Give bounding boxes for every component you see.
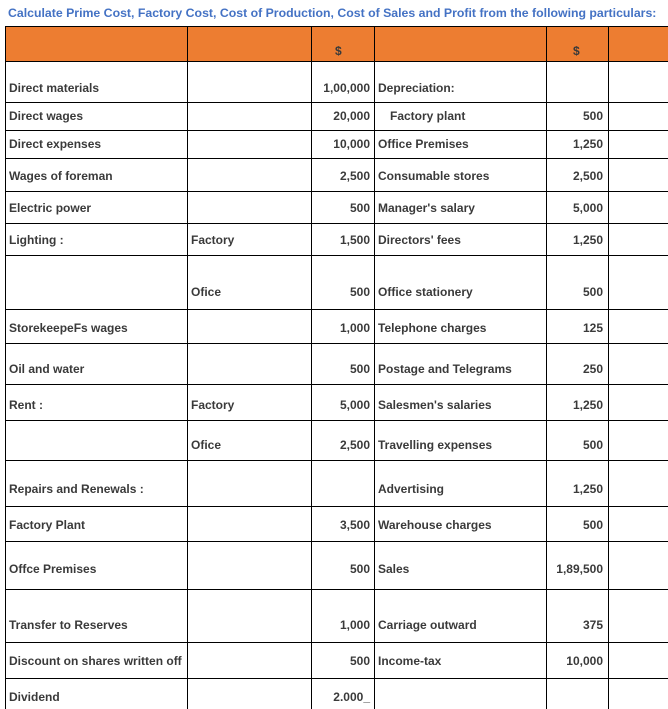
row-amount: 2,500 [339, 438, 370, 452]
row-label: Transfer to Reserves [9, 618, 128, 632]
row-amount: 1,500 [339, 233, 370, 247]
row-divider [5, 223, 668, 224]
row-label: Discount on shares written off [9, 654, 182, 668]
row-amount: 1,000 [339, 618, 370, 632]
row-amount: 500 [349, 562, 370, 576]
row-label: Wages of foreman [9, 169, 113, 183]
row-divider [5, 61, 668, 62]
row-sublabel: Ofice [191, 285, 222, 299]
row-amount-2: 10,000 [566, 654, 603, 668]
row-amount: 500 [349, 201, 370, 215]
row-divider [5, 506, 668, 507]
row-item: Office stationery [378, 285, 473, 299]
row-label: Direct expenses [9, 137, 102, 151]
row-label: Electric power [9, 201, 92, 215]
row-item: Office Premises [378, 137, 469, 151]
row-divider [5, 541, 668, 542]
row-item: Carriage outward [378, 618, 477, 632]
row-amount-2: 375 [582, 618, 603, 632]
row-amount: 2,500 [339, 169, 370, 183]
row-amount-2: 2,500 [572, 169, 603, 183]
row-amount-2: 1,250 [572, 398, 603, 412]
row-amount: 500 [349, 654, 370, 668]
row-amount-2: 5,000 [572, 201, 603, 215]
row-divider [5, 460, 668, 461]
row-label: Repairs and Renewals : [9, 482, 144, 496]
row-amount-2: 1,89,500 [556, 562, 603, 576]
row-amount: 500 [349, 285, 370, 299]
row-item: Factory plant [390, 109, 466, 123]
row-divider [5, 102, 668, 103]
row-item: Manager's salary [378, 201, 475, 215]
row-divider [5, 158, 668, 159]
row-divider [5, 255, 668, 256]
row-sublabel: Ofice [191, 438, 222, 452]
row-amount-2: 1,250 [572, 482, 603, 496]
row-item: Consumable stores [378, 169, 490, 183]
row-divider [5, 130, 668, 131]
row-divider [5, 309, 668, 310]
row-amount: 3,500 [339, 518, 370, 532]
row-amount: 1,00,000 [323, 81, 370, 95]
row-sublabel: Factory [191, 233, 235, 247]
row-label: Offce Premises [9, 562, 97, 576]
row-divider [5, 191, 668, 192]
row-item: Income-tax [378, 654, 442, 668]
row-amount: 10,000 [333, 137, 370, 151]
row-item: Telephone charges [378, 321, 487, 335]
column-divider [374, 26, 375, 709]
row-amount: 500 [349, 362, 370, 376]
row-amount: 2.000_ [333, 690, 370, 704]
column-divider [608, 26, 609, 709]
row-label: Factory Plant [9, 518, 86, 532]
row-amount-2: 1,250 [572, 137, 603, 151]
row-divider [5, 678, 668, 679]
row-amount-2: 125 [582, 321, 603, 335]
row-amount: 1,000 [339, 321, 370, 335]
row-amount-2: 500 [582, 438, 603, 452]
row-item: Depreciation: [378, 81, 455, 95]
row-item: Sales [378, 562, 410, 576]
row-divider [5, 642, 668, 643]
row-divider [5, 343, 668, 344]
row-amount-2: 1,250 [572, 233, 603, 247]
row-divider [5, 420, 668, 421]
row-amount: 5,000 [339, 398, 370, 412]
row-divider [5, 589, 668, 590]
row-label: Rent : [9, 398, 43, 412]
page-title: Calculate Prime Cost, Factory Cost, Cost of Production, Cost of Sales and Profit from the following particulars: [8, 6, 657, 20]
row-label: Dividend [9, 690, 60, 704]
column-divider [5, 26, 6, 709]
row-label: Direct wages [9, 109, 84, 123]
row-amount: 20,000 [333, 109, 370, 123]
row-divider [5, 384, 668, 385]
row-item: Advertising [378, 482, 445, 496]
row-amount-2: 250 [582, 362, 603, 376]
row-item: Salesmen's salaries [378, 398, 492, 412]
row-label: StorekeepeFs wages [9, 321, 128, 335]
row-label: Lighting : [9, 233, 64, 247]
row-item: Postage and Telegrams [378, 362, 512, 376]
header-currency-right: $ [573, 44, 580, 58]
row-amount-2: 500 [582, 518, 603, 532]
row-item: Warehouse charges [378, 518, 492, 532]
row-item: Travelling expenses [378, 438, 493, 452]
row-amount-2: 500 [582, 285, 603, 299]
row-amount-2: 500 [582, 109, 603, 123]
row-sublabel: Factory [191, 398, 235, 412]
row-label: Oil and water [9, 362, 85, 376]
row-label: Direct materials [9, 81, 100, 95]
header-currency-left: $ [335, 44, 342, 58]
row-item: Directors' fees [378, 233, 461, 247]
